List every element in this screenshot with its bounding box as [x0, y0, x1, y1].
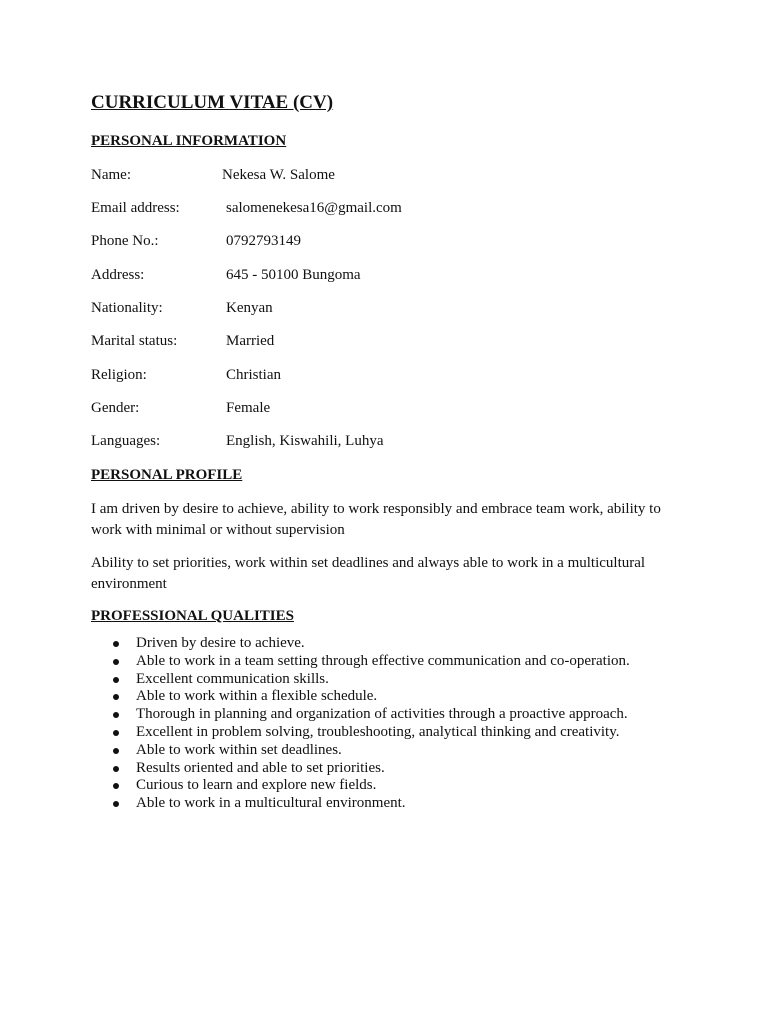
list-item: [91, 671, 691, 689]
list-item-text: Able to work in a team setting through effective communication and co-operation.: [136, 652, 630, 669]
bullet-icon: [113, 748, 119, 754]
list-item-text: Thorough in planning and organization of activities through a proactive approach.: [136, 706, 628, 723]
bullet-icon: [113, 712, 119, 718]
info-label: Religion:: [91, 367, 147, 383]
info-value: Kenyan: [226, 300, 273, 316]
info-value: Nekesa W. Salome: [222, 167, 335, 183]
info-row-religion: [91, 367, 691, 387]
list-item: [91, 742, 691, 760]
info-label: Nationality:: [91, 300, 163, 316]
info-value: Female: [226, 400, 271, 416]
info-value: salomenekesa16@gmail.com: [226, 200, 402, 216]
list-item-text: Excellent communication skills.: [136, 670, 329, 687]
personal-information-heading: PERSONAL INFORMATION: [91, 133, 287, 149]
info-value: 0792793149: [226, 233, 301, 249]
info-row-phone: [91, 233, 691, 253]
list-item: [91, 760, 691, 778]
list-item: [91, 653, 691, 671]
list-item-text: Results oriented and able to set priorities.: [136, 759, 385, 776]
profile-paragraph: Ability to set priorities, work within set deadlines and always able to work in a multicultural environment: [91, 555, 646, 592]
bullet-icon: [113, 730, 119, 736]
info-row-name: [91, 167, 691, 187]
list-item: [91, 706, 691, 724]
list-item: [91, 724, 691, 742]
info-value: 645 - 50100 Bungoma: [226, 267, 361, 283]
bullet-icon: [113, 801, 119, 807]
bullet-icon: [113, 694, 119, 700]
info-row-marital-status: [91, 333, 691, 353]
info-label: Gender:: [91, 400, 140, 416]
info-row-email: [91, 200, 691, 220]
list-item: [91, 795, 691, 813]
profile-paragraph: I am driven by desire to achieve, ability to work responsibly and embrace team work, ability to work with minimal or without supervision: [91, 501, 661, 538]
info-label: Phone No.:: [91, 233, 159, 249]
bullet-icon: [113, 783, 119, 789]
info-label: Marital status:: [91, 333, 178, 349]
bullet-icon: [113, 641, 119, 647]
bullet-icon: [113, 766, 119, 772]
info-value: Christian: [226, 367, 281, 383]
personal-profile-heading: PERSONAL PROFILE: [91, 467, 243, 483]
professional-qualities-heading: PROFESSIONAL QUALITIES: [91, 608, 294, 624]
info-row-address: [91, 267, 691, 287]
document-title: CURRICULUM VITAE (CV): [91, 92, 334, 113]
list-item: [91, 635, 691, 653]
qualities-list: [91, 635, 691, 813]
list-item-text: Driven by desire to achieve.: [136, 635, 305, 651]
list-item-text: Able to work within a flexible schedule.: [136, 688, 378, 705]
list-item-text: Able to work in a multicultural environment.: [136, 795, 406, 812]
info-label: Email address:: [91, 200, 180, 216]
bullet-icon: [113, 659, 119, 665]
info-label: Address:: [91, 267, 145, 283]
list-item: [91, 688, 691, 706]
list-item-text: Able to work within set deadlines.: [136, 741, 342, 758]
info-label: Name:: [91, 167, 131, 183]
info-row-gender: [91, 400, 691, 420]
info-row-languages: [91, 433, 691, 453]
bullet-icon: [113, 677, 119, 683]
info-label: Languages:: [91, 433, 161, 449]
info-row-nationality: [91, 300, 691, 320]
info-value: Married: [226, 333, 275, 349]
list-item: [91, 777, 691, 795]
list-item-text: Excellent in problem solving, troubleshooting, analytical thinking and creativity.: [136, 723, 620, 740]
info-value: English, Kiswahili, Luhya: [226, 433, 384, 449]
list-item-text: Curious to learn and explore new fields.: [136, 777, 377, 794]
